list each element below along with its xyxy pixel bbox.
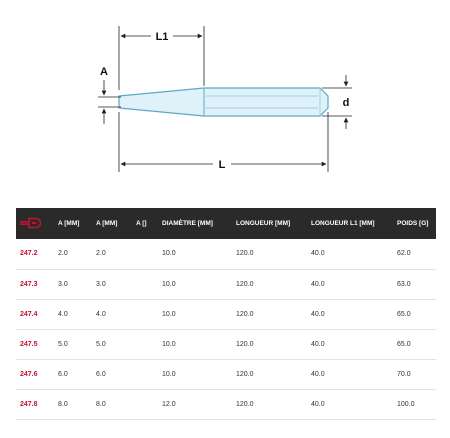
table-cell: 40.0 bbox=[307, 389, 393, 419]
table-cell: 10.0 bbox=[158, 239, 232, 269]
dimension-l1 bbox=[119, 26, 204, 90]
specification-table bbox=[16, 208, 436, 420]
table-row bbox=[16, 359, 436, 389]
table-cell: 40.0 bbox=[307, 329, 393, 359]
dimension-label-d: d bbox=[342, 97, 350, 109]
table-header-row bbox=[16, 208, 436, 239]
table-cell: 5.0 bbox=[92, 329, 132, 359]
table-row bbox=[16, 269, 436, 299]
table-cell: 120.0 bbox=[232, 359, 307, 389]
table-cell: 2.0 bbox=[54, 239, 92, 269]
punch-tool-outline bbox=[119, 88, 328, 116]
table-cell: 8.0 bbox=[54, 389, 92, 419]
table-cell: 63.0 bbox=[393, 269, 436, 299]
column-header: LONGUEUR L1 [MM] bbox=[311, 220, 375, 227]
table-row bbox=[16, 239, 436, 269]
table-cell: 120.0 bbox=[232, 299, 307, 329]
column-header: A [MM] bbox=[96, 220, 118, 227]
column-header: A [] bbox=[136, 220, 147, 227]
table-cell: 40.0 bbox=[307, 239, 393, 269]
reference-link[interactable]: 247.3 bbox=[16, 269, 54, 299]
table-cell: 65.0 bbox=[393, 299, 436, 329]
table-cell: 120.0 bbox=[232, 239, 307, 269]
table-cell bbox=[132, 329, 158, 359]
column-header: POIDS [G] bbox=[397, 220, 429, 227]
table-cell: 5.0 bbox=[54, 329, 92, 359]
table-cell: 120.0 bbox=[232, 329, 307, 359]
table-row bbox=[16, 389, 436, 419]
table-cell: 10.0 bbox=[158, 329, 232, 359]
table-cell: 4.0 bbox=[92, 299, 132, 329]
table-row bbox=[16, 329, 436, 359]
technical-drawing bbox=[0, 0, 450, 200]
dimension-label-l: L bbox=[218, 159, 226, 171]
reference-link[interactable]: 247.2 bbox=[16, 239, 54, 269]
brand-column-header bbox=[16, 208, 54, 239]
table-cell: 3.0 bbox=[92, 269, 132, 299]
dimension-label-l1: L1 bbox=[155, 31, 169, 43]
dimension-l bbox=[119, 112, 328, 172]
table-cell: 40.0 bbox=[307, 299, 393, 329]
table-cell bbox=[132, 239, 158, 269]
table-cell: 6.0 bbox=[92, 359, 132, 389]
table-cell: 8.0 bbox=[92, 389, 132, 419]
table-cell: 10.0 bbox=[158, 359, 232, 389]
reference-link[interactable]: 247.5 bbox=[16, 329, 54, 359]
table-cell: 120.0 bbox=[232, 389, 307, 419]
reference-link[interactable]: 247.8 bbox=[16, 389, 54, 419]
reference-link[interactable]: 247.6 bbox=[16, 359, 54, 389]
table-cell: 62.0 bbox=[393, 239, 436, 269]
table-cell bbox=[132, 389, 158, 419]
reference-link[interactable]: 247.4 bbox=[16, 299, 54, 329]
table-cell: 10.0 bbox=[158, 269, 232, 299]
table-cell: 3.0 bbox=[54, 269, 92, 299]
table-cell bbox=[132, 299, 158, 329]
column-header: A [MM] bbox=[58, 220, 80, 227]
table-cell: 65.0 bbox=[393, 329, 436, 359]
table-cell: 4.0 bbox=[54, 299, 92, 329]
column-header: LONGUEUR [MM] bbox=[236, 220, 291, 227]
table-cell: 70.0 bbox=[393, 359, 436, 389]
table-row bbox=[16, 299, 436, 329]
table-cell bbox=[132, 359, 158, 389]
table-cell: 40.0 bbox=[307, 359, 393, 389]
table-cell: 12.0 bbox=[158, 389, 232, 419]
table-cell: 100.0 bbox=[393, 389, 436, 419]
table-cell: 40.0 bbox=[307, 269, 393, 299]
column-header: DIAMÈTRE [MM] bbox=[162, 220, 213, 227]
dimension-a bbox=[98, 66, 121, 124]
dimension-label-a: A bbox=[100, 66, 108, 78]
table-cell: 10.0 bbox=[158, 299, 232, 329]
table-cell: 2.0 bbox=[92, 239, 132, 269]
table-cell: 6.0 bbox=[54, 359, 92, 389]
table-cell bbox=[132, 269, 158, 299]
table-cell: 120.0 bbox=[232, 269, 307, 299]
brand-logo-icon bbox=[20, 217, 44, 229]
